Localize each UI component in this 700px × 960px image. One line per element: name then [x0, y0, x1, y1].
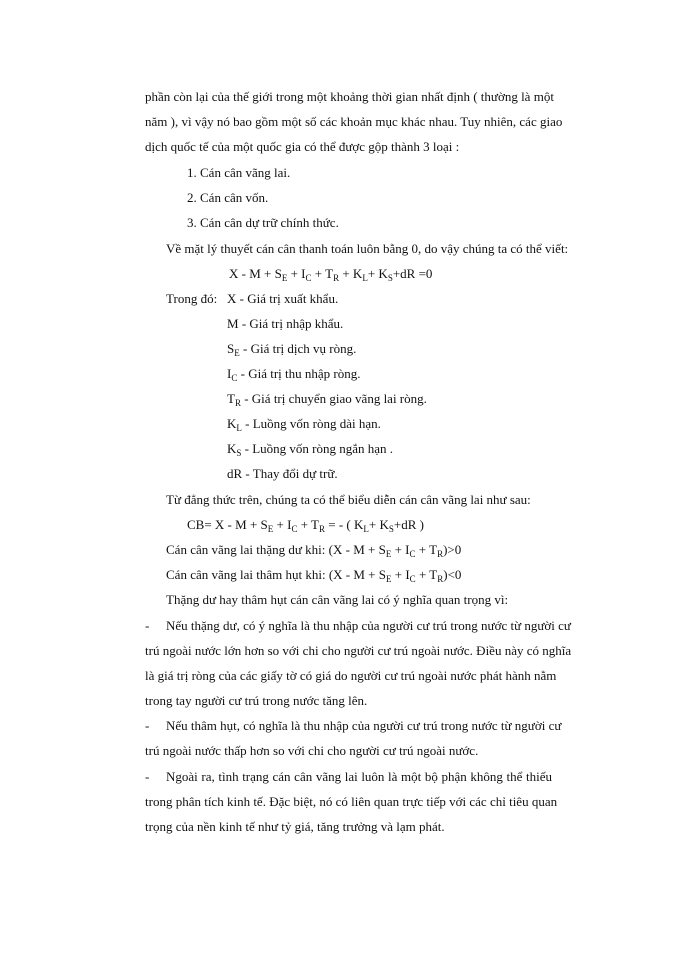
type-item-3: 3. Cán cân dự trữ chính thức.	[187, 215, 339, 230]
intro-line-3: dịch quốc tế của một quốc gia có thể được gộp thành 3 loại :	[145, 139, 460, 154]
deficit-condition: Cán cân vãng lai thâm hụt khi: $(X - M + S_E + I_C + T_R)<0$	[166, 567, 462, 584]
definition-dr: dR - Thay đổi dự trữ.	[227, 466, 338, 481]
bullet-3-line-3: trọng của nền kinh tế như tỷ giá, tăng trưởng và lạm phát.	[145, 819, 445, 834]
definition-x: X - Giá trị xuất khẩu.	[227, 291, 339, 306]
bullet-dash-3: -	[145, 769, 150, 784]
bullet-3-line-2: trong phân tích kinh tế. Đặc biệt, nó có liên quan trực tiếp với các chỉ tiêu quan	[145, 794, 558, 809]
definition-kl: $K_L$ - Luồng vốn ròng dài hạn.	[227, 416, 381, 433]
bullet-1-line-3: là giá trị ròng của các giấy tờ có giá do người cư trú ngoài nước phát hành nằm	[145, 668, 557, 683]
bullet-2-line-1: Nếu thâm hụt, có nghĩa là thu nhập của người cư trú trong nước từ người cư	[166, 718, 562, 733]
definition-ks: $K_S$ - Luồng vốn ròng ngắn hạn .	[227, 441, 394, 458]
theory-line: Về mặt lý thuyết cán cân thanh toán luôn bằng 0, do vậy chúng ta có thể viết:	[166, 241, 569, 256]
equation-balance: $X - M + S_E + I_C + T_R + K_L+ K_S+dR =0$	[229, 266, 433, 283]
bullet-1-line-4: trong tay người cư trú trong nước tăng lên.	[145, 693, 368, 708]
type-item-2: 2. Cán cân vốn.	[187, 190, 269, 205]
equation-current-account: $CB= X - M + S_E + I_C + T_R$ = - ( $K_L+ K_S+dR$ )	[187, 517, 424, 534]
definitions-prefix: Trong đó:	[166, 291, 218, 306]
bullet-3-line-1: Ngoài ra, tình trạng cán cân vãng lai luôn là một bộ phận không thể thiếu	[166, 769, 552, 784]
definition-ic: $I_C$ - Giá trị thu nhập ròng.	[227, 366, 361, 383]
definition-tr: $T_R$ - Giá trị chuyển giao vãng lai ròng.	[227, 391, 427, 408]
type-item-1: 1. Cán cân vãng lai.	[187, 165, 291, 180]
intro-line-2: năm ), vì vậy nó bao gồm một số các khoản mục khác nhau. Tuy nhiên, các giao	[145, 114, 563, 129]
bullet-1-line-1: Nếu thặng dư, có ý nghĩa là thu nhập của người cư trú trong nước từ người cư	[166, 618, 571, 633]
bullet-1-line-2: trú ngoài nước lớn hơn so với chi cho người cư trú ngoài nước. Điều này có nghĩa	[145, 643, 572, 658]
surplus-condition: Cán cân vãng lai thặng dư khi: $(X - M + S_E + I_C + T_R)>0$	[166, 542, 462, 559]
definition-se: $S_E$ - Giá trị dịch vụ ròng.	[227, 341, 357, 358]
intro-line-1: phần còn lại của thế giới trong một khoảng thời gian nhất định ( thường là một	[145, 89, 554, 104]
definition-m: M - Giá trị nhập khẩu.	[227, 316, 344, 331]
bullet-dash-1: -	[145, 618, 150, 633]
from-line: Từ đẳng thức trên, chúng ta có thể biểu diễn cán cân vãng lai như sau:	[166, 492, 531, 507]
significance-line: Thặng dư hay thâm hụt cán cân vãng lai có ý nghĩa quan trọng vì:	[166, 592, 509, 607]
bullet-2-line-2: trú ngoài nước thấp hơn so với chi cho người cư trú ngoài nước.	[145, 743, 479, 758]
bullet-dash-2: -	[145, 718, 150, 733]
